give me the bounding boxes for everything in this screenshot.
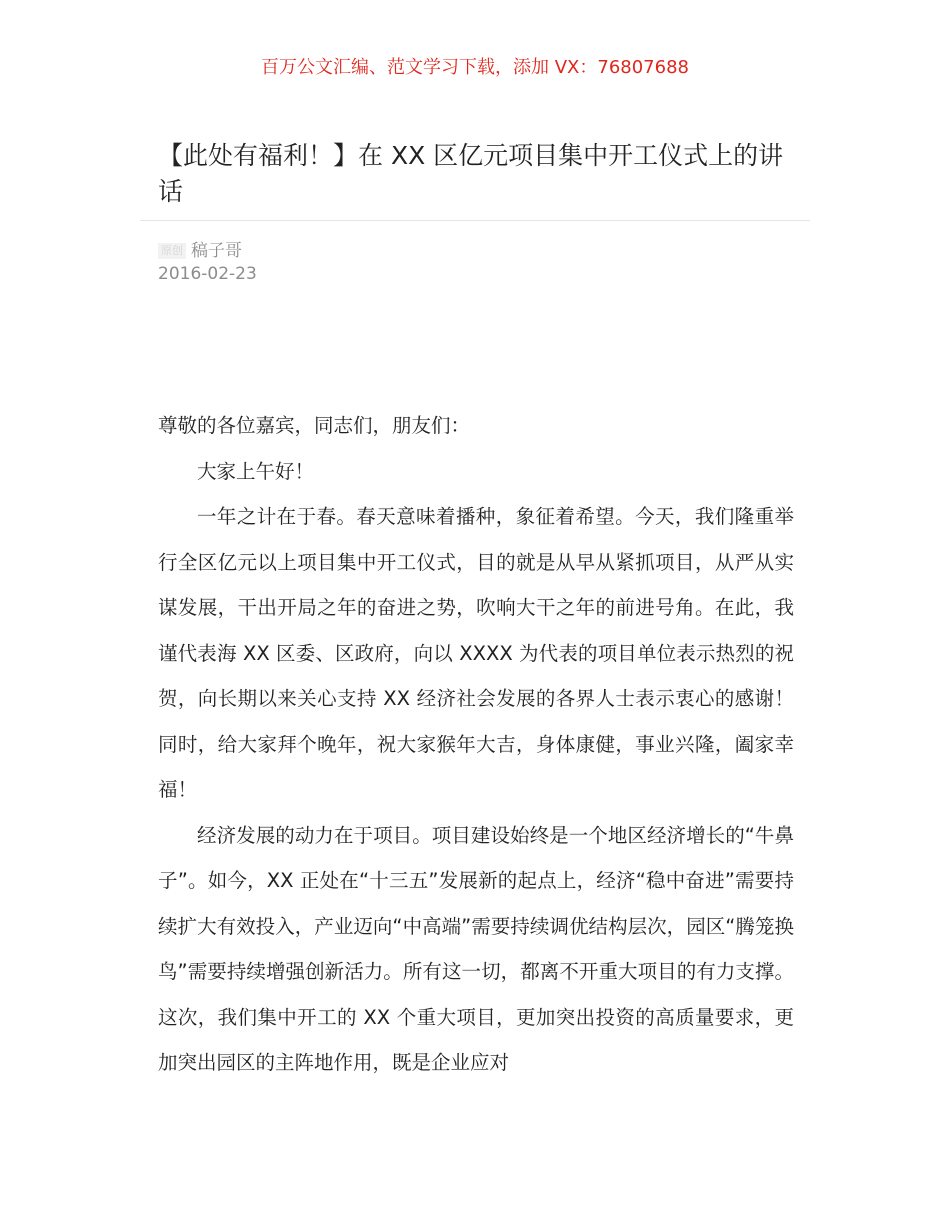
author-name[interactable]: 稿子哥 [191, 241, 242, 261]
original-badge: 原创 [158, 243, 186, 259]
author-line [158, 240, 257, 262]
article-meta [158, 240, 257, 285]
salutation-paragraph: 尊敬的各位嘉宾，同志们，朋友们： [158, 414, 471, 437]
title-divider [140, 220, 810, 221]
body-paragraph: 一年之计在于春。春天意味着播种，象征着希望。今天，我们隆重举行全区亿元以上项目集中开工仪式，目的就是从早从紧抓项目，从严从实谋发展，干出开局之年的奋进之势，吹响大干之年的前进号角。在此，我谨代表海 XX 区委、区政府，向以 XXXX 为代表的项目单位表示热烈的祝贺，向长期以来关心支持 XX 经济社会发展的各界人士表示衷心的感谢！同时，给大家拜个晚年，祝大家猴年大吉，身体康健，事业兴隆，阖家幸福！ [158, 505, 794, 801]
promo-banner: 百万公文汇编、范文学习下载，添加 VX：76807688 [261, 57, 689, 78]
greeting-paragraph: 大家上午好！ [197, 459, 315, 483]
body-paragraph: 经济发展的动力在于项目。项目建设始终是一个地区经济增长的“牛鼻子”。如今，XX 正处在“十三五”发展新的起点上，经济“稳中奋进”需要持续扩大有效投入，产业迈向“中高端”需要持续调优结构层次，园区“腾笼换鸟”需要持续增强创新活力。所有这一切，都离不开重大项目的有力支撑。这次，我们集中开工的 XX 个重大项目，更加突出投资的高质量要求，更加突出园区的主阵地作用，既是企业应对 [158, 823, 794, 1074]
article-body [158, 403, 794, 1086]
publish-date: 2016-02-23 [158, 264, 257, 284]
article-title: 【此处有福利！】在 XX 区亿元项目集中开工仪式上的讲话 [158, 141, 784, 206]
